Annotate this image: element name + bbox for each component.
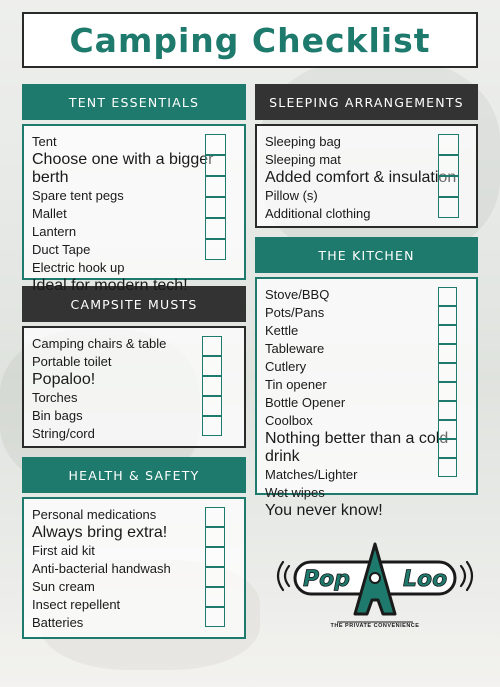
checkbox[interactable] [438, 382, 457, 401]
svg-text:Loo: Loo [403, 567, 448, 592]
checkbox[interactable] [202, 376, 222, 396]
page-title: Camping Checklist [69, 20, 431, 60]
checkbox[interactable] [438, 439, 457, 458]
item-note: You never know! [265, 502, 383, 519]
sleeping-arrangements-header [255, 84, 478, 120]
popaloo-logo [275, 538, 475, 634]
item-label: Electric hook up [32, 260, 125, 275]
item-label: Torches [32, 390, 78, 405]
item-label: Pots/Pans [265, 305, 325, 320]
item-label: Mallet [32, 206, 67, 221]
health-safety-heading: HEALTH & SAFETY [68, 467, 200, 483]
item-note: Always bring extra! [32, 524, 168, 541]
checkbox[interactable] [438, 287, 457, 306]
item-label: Camping chairs & table [32, 336, 167, 351]
item-label: Sleeping mat [265, 152, 341, 167]
item-note: Nothing better than a cold drink [265, 430, 449, 465]
kitchen-heading: THE KITCHEN [318, 247, 415, 263]
sleeping-arrangements-heading: SLEEPING ARRANGEMENTS [269, 94, 464, 110]
item-label: Tent [32, 134, 57, 149]
checkbox[interactable] [438, 197, 459, 218]
item-label: Bottle Opener [265, 395, 346, 410]
item-label: Tableware [265, 341, 325, 356]
item-note: Choose one with a bigger berth [32, 151, 214, 186]
item-label: Insect repellent [32, 597, 121, 612]
checkbox[interactable] [205, 155, 226, 176]
checkbox[interactable] [202, 396, 222, 416]
item-note: Ideal for modern tech! [32, 277, 188, 294]
checkbox[interactable] [438, 134, 459, 155]
item-label: Stove/BBQ [265, 287, 330, 302]
checkbox[interactable] [205, 218, 226, 239]
item-label: Wet wipes [265, 485, 325, 500]
item-label: Additional clothing [265, 206, 371, 221]
item-label: First aid kit [32, 543, 95, 558]
checkbox[interactable] [438, 306, 457, 325]
item-label: Spare tent pegs [32, 188, 124, 203]
item-label: Duct Tape [32, 242, 91, 257]
health-safety-header [22, 457, 246, 493]
checkbox[interactable] [438, 458, 457, 477]
checkbox[interactable] [202, 356, 222, 376]
checkbox[interactable] [438, 155, 459, 176]
kitchen-list [255, 277, 478, 519]
checkbox[interactable] [205, 176, 226, 197]
item-label: Coolbox [265, 413, 313, 428]
checkbox[interactable] [438, 344, 457, 363]
item-label: Sun cream [32, 579, 95, 594]
item-label: Matches/Lighter [265, 467, 358, 482]
checkbox[interactable] [202, 416, 222, 436]
checkbox[interactable] [205, 607, 225, 627]
item-label: Bin bags [32, 408, 83, 423]
health-safety-list [22, 497, 246, 639]
checkbox[interactable] [205, 239, 226, 260]
checkbox[interactable] [205, 587, 225, 607]
campsite-musts-list [22, 326, 246, 448]
checkbox[interactable] [438, 363, 457, 382]
checkbox[interactable] [205, 547, 225, 567]
checkbox[interactable] [205, 507, 225, 527]
checkbox[interactable] [205, 134, 226, 155]
item-label: Sleeping bag [265, 134, 341, 149]
item-label: Tin opener [265, 377, 327, 392]
logo-tagline: THE PRIVATE CONVENIENCE [330, 623, 420, 629]
checkbox[interactable] [438, 176, 459, 197]
campsite-musts-heading: CAMPSITE MUSTS [70, 296, 198, 312]
checkbox[interactable] [438, 401, 457, 420]
checkbox[interactable] [202, 336, 222, 356]
item-label: Batteries [32, 615, 84, 630]
checkbox[interactable] [205, 567, 225, 587]
checkbox[interactable] [205, 527, 225, 547]
svg-text:Pop: Pop [303, 567, 350, 592]
tent-essentials-list [22, 124, 246, 294]
item-label: Personal medications [32, 507, 157, 522]
item-label: Lantern [32, 224, 77, 239]
item-label: Pillow (s) [265, 188, 318, 203]
item-label: Cutlery [265, 359, 307, 374]
item-label: Kettle [265, 323, 299, 338]
item-label: Anti-bacterial handwash [32, 561, 171, 576]
checklist-item [32, 259, 244, 277]
tent-essentials-header [22, 84, 246, 120]
item-label: Portable toilet [32, 354, 112, 369]
title-banner [22, 12, 478, 68]
sleeping-arrangements-list [255, 124, 478, 228]
checkbox[interactable] [438, 325, 457, 344]
checkbox[interactable] [438, 420, 457, 439]
item-label: String/cord [32, 426, 95, 441]
checklist-item [265, 484, 476, 502]
item-note: Popaloo! [32, 371, 96, 388]
tent-essentials-heading: TENT ESSENTIALS [68, 94, 200, 110]
kitchen-header [255, 237, 478, 273]
checkbox[interactable] [205, 197, 226, 218]
item-note: Added comfort & insulation [265, 169, 457, 186]
